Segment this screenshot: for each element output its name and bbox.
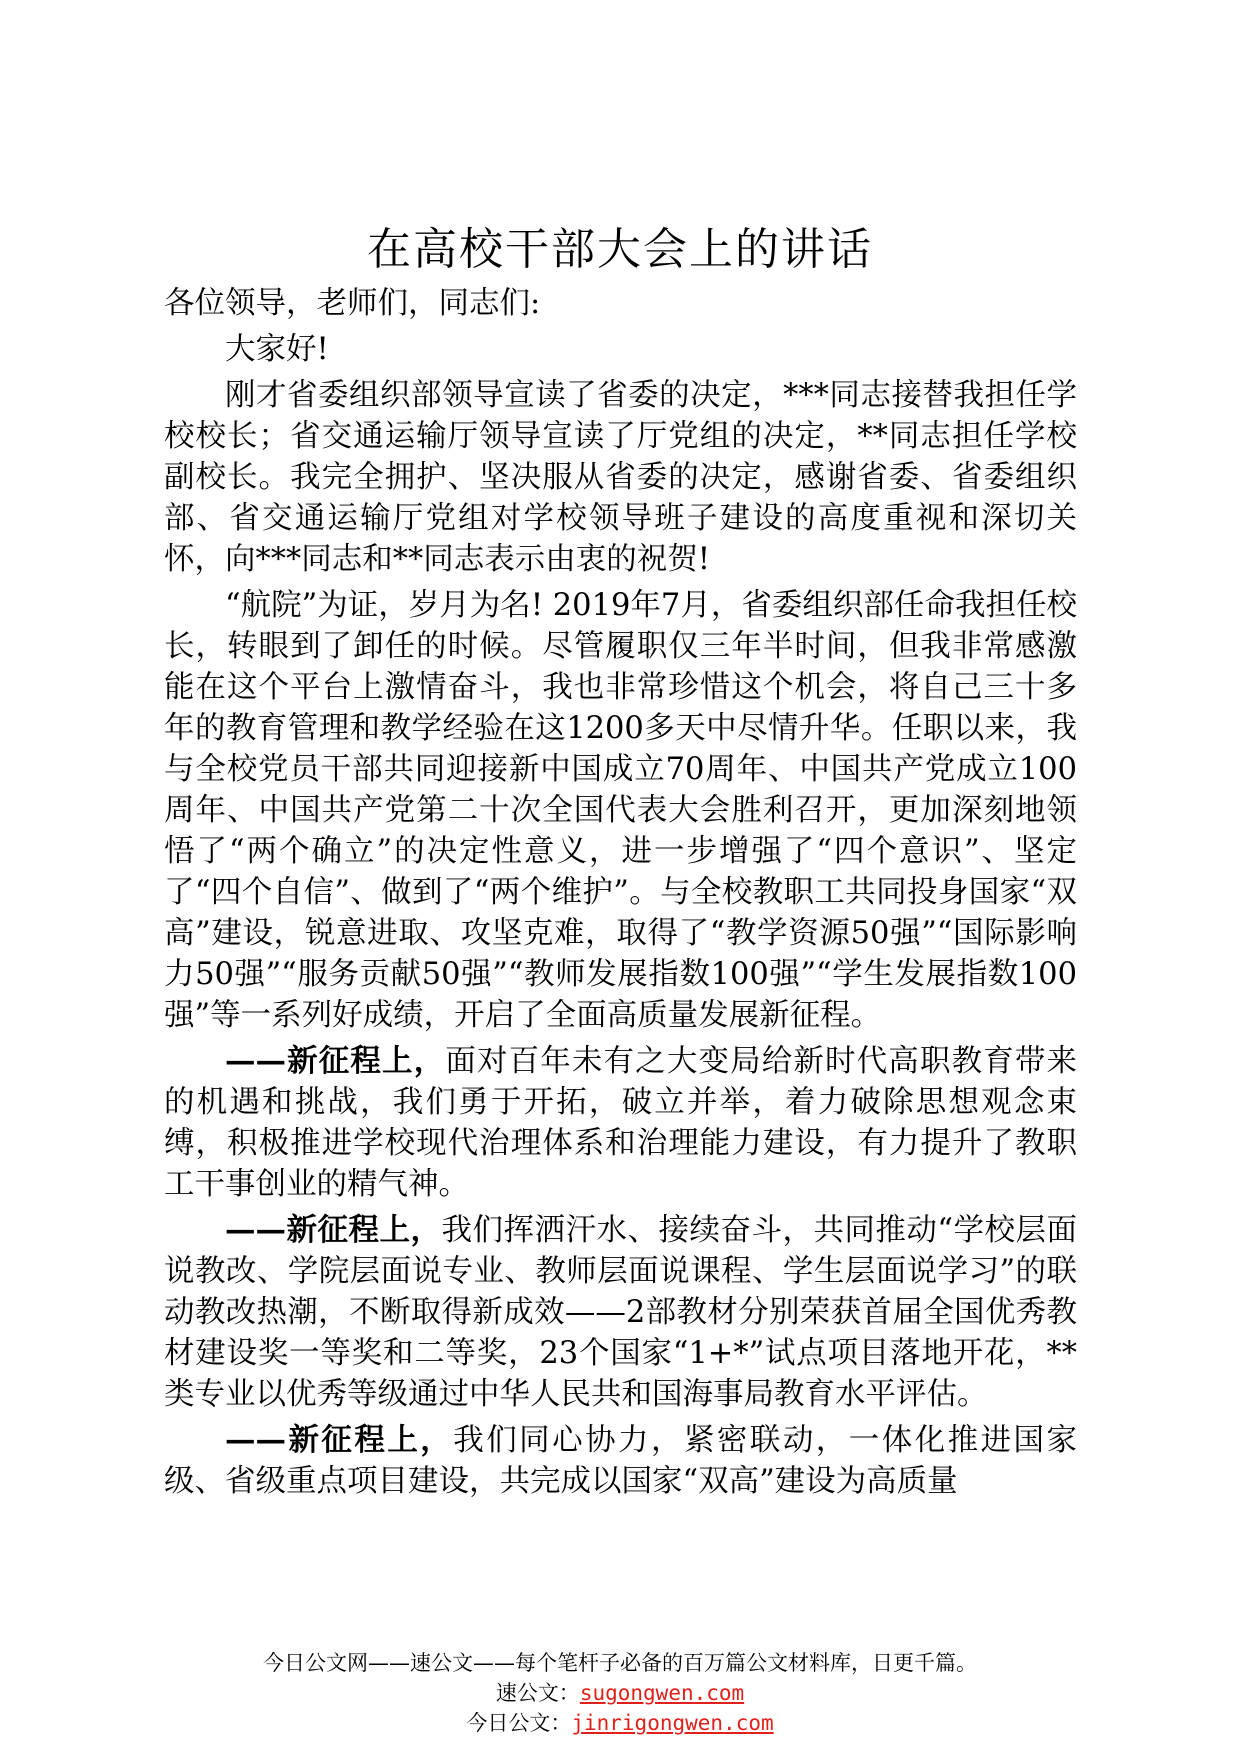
section-2 [164,1210,1077,1415]
section-lead: ——新征程上， [225,1212,442,1248]
section-lead: ——新征程上， [225,1043,446,1079]
section-text: 面对百年未有之大变局给新时代高职教育带来的机遇和挑战，我们勇于开拓，破立并举，着力破除思想观念束缚，积极推进学校现代治理体系和治理能力建设，有力提升了教职工干事创业的精气神。 [164,1044,1078,1202]
paragraph-1: 刚才省委组织部领导宣读了省委的决定，***同志接替我担任学校校长；省交通运输厅领导宣读了厅党组的决定，**同志担任学校副校长。我完全拥护、坚决服从省委的决定，感谢省委、省委组织部、省交通运输厅党组对学校领导班子建设的高度重视和深切关怀，向***同志和**同志表示由衷的祝贺! [164,378,1077,577]
jinrigongwen-link[interactable]: jinrigongwen.com [571,1711,774,1735]
section-text: 我们挥洒汗水、接续奋斗，共同推动“学校层面说教改、学院层面说专业、教师层面说课程、学生层面说学习”的联动教改热潮，不断取得新成效——2部教材分别荣获首届全国优秀教材建设奖一等奖和二等奖，23个国家“1+*”试点项目落地开花，**类专业以优秀等级通过中华人民共和国海事局教育水平评估。 [164,1213,1078,1412]
footer-site-2-label: 今日公文： [466,1711,572,1735]
footer-site-1 [0,1678,1240,1708]
footer-site-2 [0,1708,1240,1738]
speech-body [164,283,1077,1502]
salutation: 各位领导，老师们，同志们: [164,286,541,321]
page-title: 在高校干部大会上的讲话 [367,224,873,275]
section-lead: ——新征程上， [225,1422,454,1458]
section-1 [164,1041,1077,1205]
sugongwen-link[interactable]: sugongwen.com [579,1681,745,1705]
footer-site-1-label: 速公文： [495,1681,580,1705]
section-3 [164,1420,1077,1502]
footer [0,1648,1240,1738]
paragraph-2: “航院”为证，岁月为名! 2019年7月，省委组织部任命我担任校长，转眼到了卸任的时候。尽管履职仅三年半时间，但我非常感激能在这个平台上激情奋斗，我也非常珍惜这个机会，将自己三十多年的教育管理和教学经验在这1200多天中尽情升华。任职以来，我与全校党员干部共同迎接新中国成立70周年、中国共产党成立100周年、中国共产党第二十次全国代表大会胜利召开，更加深刻地领悟了“两个确立”的决定性意义，进一步增强了“四个意识”、坚定了“四个自信”、做到了“两个维护”。与全校教职工共同投身国家“双高”建设，锐意进取、攻坚克难，取得了“教学资源50强”“国际影响力50强”“服务贡献50强”“教师发展指数100强”“学生发展指数100强”等一系列好成绩，开启了全面高质量发展新征程。 [164,588,1077,1033]
footer-tagline: 今日公文网——速公文——每个笔杆子必备的百万篇公文材料库，日更千篇。 [263,1651,977,1675]
greeting: 大家好! [225,332,329,367]
section-text: 我们同心协力，紧密联动，一体化推进国家级、省级重点项目建设，共完成以国家“双高”建设为高质量 [164,1423,1077,1499]
